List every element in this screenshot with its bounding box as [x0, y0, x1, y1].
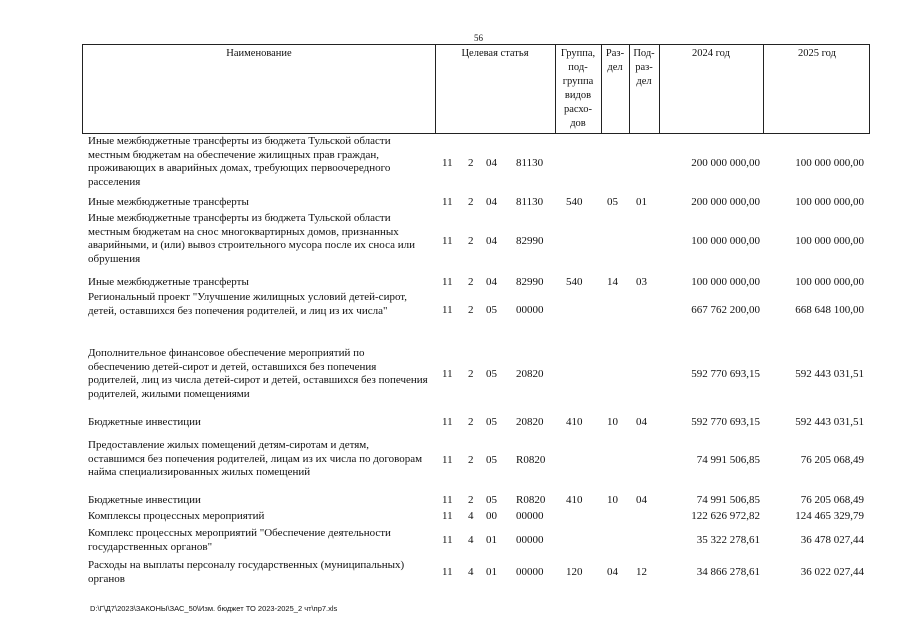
- cell-c2: 2: [468, 494, 474, 506]
- cell-section: 04: [607, 566, 618, 578]
- cell-c3: 04: [486, 196, 497, 208]
- cell-c4: 82990: [516, 276, 544, 288]
- cell-c1: 11: [442, 416, 453, 428]
- table-row: [82, 510, 870, 524]
- cell-2025: 592 443 031,51: [795, 416, 864, 428]
- cell-2024: 100 000 000,00: [691, 235, 760, 247]
- row-name: Иные межбюджетные трансферты из бюджета Тульской области местным бюджетам на снос многоквартирных домов, признанных аварийными, и (или) вывоз строительного мусора после их сноса или обрушения: [88, 212, 415, 265]
- cell-2024: 200 000 000,00: [691, 196, 760, 208]
- cell-2024: 592 770 693,15: [691, 416, 760, 428]
- cell-c4: R0820: [516, 494, 546, 506]
- cell-2025: 100 000 000,00: [795, 235, 864, 247]
- cell-c4: 81130: [516, 157, 544, 169]
- row-name: Дополнительное финансовое обеспечение мероприятий по обеспечению детей-сирот и детей, оставшихся без попечения родителей, лиц из числа детей-сирот и детей, оставшихся без попечения родителей, жилыми помещениями: [88, 347, 428, 400]
- cell-2024: 74 991 506,85: [696, 454, 760, 466]
- header-name: Наименование: [226, 48, 292, 59]
- cell-c2: 2: [468, 235, 474, 247]
- header-2024: 2024 год: [692, 48, 730, 59]
- cell-c3: 04: [486, 276, 497, 288]
- table-row: [82, 291, 870, 331]
- cell-c4: R0820: [516, 454, 546, 466]
- cell-c4: 00000: [516, 510, 544, 522]
- cell-2025: 592 443 031,51: [795, 368, 864, 380]
- cell-c3: 05: [486, 368, 497, 380]
- cell-c1: 11: [442, 235, 453, 247]
- col-divider: [555, 45, 556, 133]
- cell-2024: 122 626 972,82: [691, 510, 760, 522]
- cell-subsection: 01: [636, 196, 647, 208]
- row-name: Предоставление жилых помещений детям-сиротам и детям, оставшимся без попечения родителей, лицам из их числа по договорам найма специализированных жилых помещений: [88, 439, 423, 478]
- cell-group: 410: [566, 494, 583, 506]
- row-name: Комплекс процессных мероприятий "Обеспечение деятельности государственных органов": [88, 527, 391, 553]
- cell-c4: 00000: [516, 566, 544, 578]
- cell-c3: 04: [486, 157, 497, 169]
- cell-section: 10: [607, 494, 618, 506]
- cell-2024: 100 000 000,00: [691, 276, 760, 288]
- cell-2025: 100 000 000,00: [795, 157, 864, 169]
- row-name: Региональный проект "Улучшение жилищных условий детей-сирот, детей, оставшихся без попечения родителей, и лиц из их числа": [88, 291, 408, 317]
- cell-c4: 00000: [516, 534, 544, 546]
- table-row: [82, 347, 870, 403]
- cell-2024: 34 866 278,61: [696, 566, 760, 578]
- cell-2024: 667 762 200,00: [691, 304, 760, 316]
- cell-section: 05: [607, 196, 618, 208]
- cell-c3: 01: [486, 566, 497, 578]
- cell-c1: 11: [442, 510, 453, 522]
- cell-c4: 20820: [516, 368, 544, 380]
- cell-2025: 36 478 027,44: [800, 534, 864, 546]
- cell-c1: 11: [442, 566, 453, 578]
- page-number: 56: [474, 33, 483, 43]
- cell-c3: 05: [486, 454, 497, 466]
- table-row: [82, 212, 870, 272]
- table-row: [82, 276, 870, 290]
- cell-2025: 124 465 329,79: [795, 510, 864, 522]
- cell-section: 14: [607, 276, 618, 288]
- cell-2025: 100 000 000,00: [795, 196, 864, 208]
- cell-c3: 05: [486, 304, 497, 316]
- cell-2024: 35 322 278,61: [696, 534, 760, 546]
- cell-c3: 04: [486, 235, 497, 247]
- cell-group: 120: [566, 566, 583, 578]
- cell-c2: 4: [468, 566, 474, 578]
- cell-c2: 4: [468, 534, 474, 546]
- cell-c2: 2: [468, 276, 474, 288]
- file-path-footer: D:\Г\Д7\2023\ЗАКОНЫ\ЗАС_50\Изм. бюджет ТО 2023-2025_2 чт\пр7.xls: [90, 604, 338, 613]
- table-row: [82, 527, 870, 555]
- row-name: Иные межбюджетные трансферты: [88, 196, 249, 208]
- header-target: Целевая статья: [461, 48, 529, 59]
- cell-c2: 2: [468, 416, 474, 428]
- cell-c4: 00000: [516, 304, 544, 316]
- cell-group: 410: [566, 416, 583, 428]
- cell-subsection: 03: [636, 276, 647, 288]
- cell-c1: 11: [442, 494, 453, 506]
- cell-c1: 11: [442, 276, 453, 288]
- cell-c3: 05: [486, 416, 497, 428]
- cell-c4: 81130: [516, 196, 544, 208]
- cell-subsection: 12: [636, 566, 647, 578]
- cell-subsection: 04: [636, 416, 647, 428]
- cell-c1: 11: [442, 196, 453, 208]
- cell-group: 540: [566, 196, 583, 208]
- header-section: Раз- дел: [605, 48, 625, 73]
- cell-2025: 100 000 000,00: [795, 276, 864, 288]
- cell-2025: 668 648 100,00: [795, 304, 864, 316]
- cell-subsection: 04: [636, 494, 647, 506]
- cell-c3: 05: [486, 494, 497, 506]
- table-header: [82, 44, 870, 134]
- cell-c1: 11: [442, 368, 453, 380]
- row-name: Расходы на выплаты персоналу государственных (муниципальных) органов: [88, 559, 405, 585]
- cell-c2: 2: [468, 368, 474, 380]
- cell-2025: 76 205 068,49: [800, 494, 864, 506]
- cell-2024: 200 000 000,00: [691, 157, 760, 169]
- cell-c2: 2: [468, 304, 474, 316]
- table-row: [82, 135, 870, 193]
- table-row: [82, 196, 870, 210]
- table-row: [82, 494, 870, 508]
- table-row: [82, 439, 870, 483]
- cell-c1: 11: [442, 157, 453, 169]
- cell-c2: 2: [468, 157, 474, 169]
- cell-c3: 00: [486, 510, 497, 522]
- row-name: Бюджетные инвестиции: [88, 416, 201, 428]
- col-divider: [601, 45, 602, 133]
- col-divider: [659, 45, 660, 133]
- header-2025: 2025 год: [798, 48, 836, 59]
- cell-2024: 74 991 506,85: [696, 494, 760, 506]
- cell-2024: 592 770 693,15: [691, 368, 760, 380]
- cell-c1: 11: [442, 534, 453, 546]
- cell-c2: 4: [468, 510, 474, 522]
- header-group: Группа, под- группа видов расхо- дов: [560, 48, 596, 129]
- col-divider: [629, 45, 630, 133]
- row-name: Бюджетные инвестиции: [88, 494, 201, 506]
- table-row: [82, 416, 870, 430]
- cell-c3: 01: [486, 534, 497, 546]
- cell-c4: 20820: [516, 416, 544, 428]
- cell-c4: 82990: [516, 235, 544, 247]
- row-name: Комплексы процессных мероприятий: [88, 510, 265, 522]
- table-row: [82, 559, 870, 587]
- col-divider: [763, 45, 764, 133]
- header-subsection: Под- раз- дел: [633, 48, 655, 87]
- cell-c2: 2: [468, 454, 474, 466]
- cell-group: 540: [566, 276, 583, 288]
- cell-c1: 11: [442, 454, 453, 466]
- cell-c2: 2: [468, 196, 474, 208]
- row-name: Иные межбюджетные трансферты из бюджета Тульской области местным бюджетам на обеспечение жилищных прав граждан, проживающих в аварийных домах, требующих первоочередного расселения: [88, 135, 391, 188]
- cell-2025: 36 022 027,44: [800, 566, 864, 578]
- cell-section: 10: [607, 416, 618, 428]
- row-name: Иные межбюджетные трансферты: [88, 276, 249, 288]
- cell-c1: 11: [442, 304, 453, 316]
- cell-2025: 76 205 068,49: [800, 454, 864, 466]
